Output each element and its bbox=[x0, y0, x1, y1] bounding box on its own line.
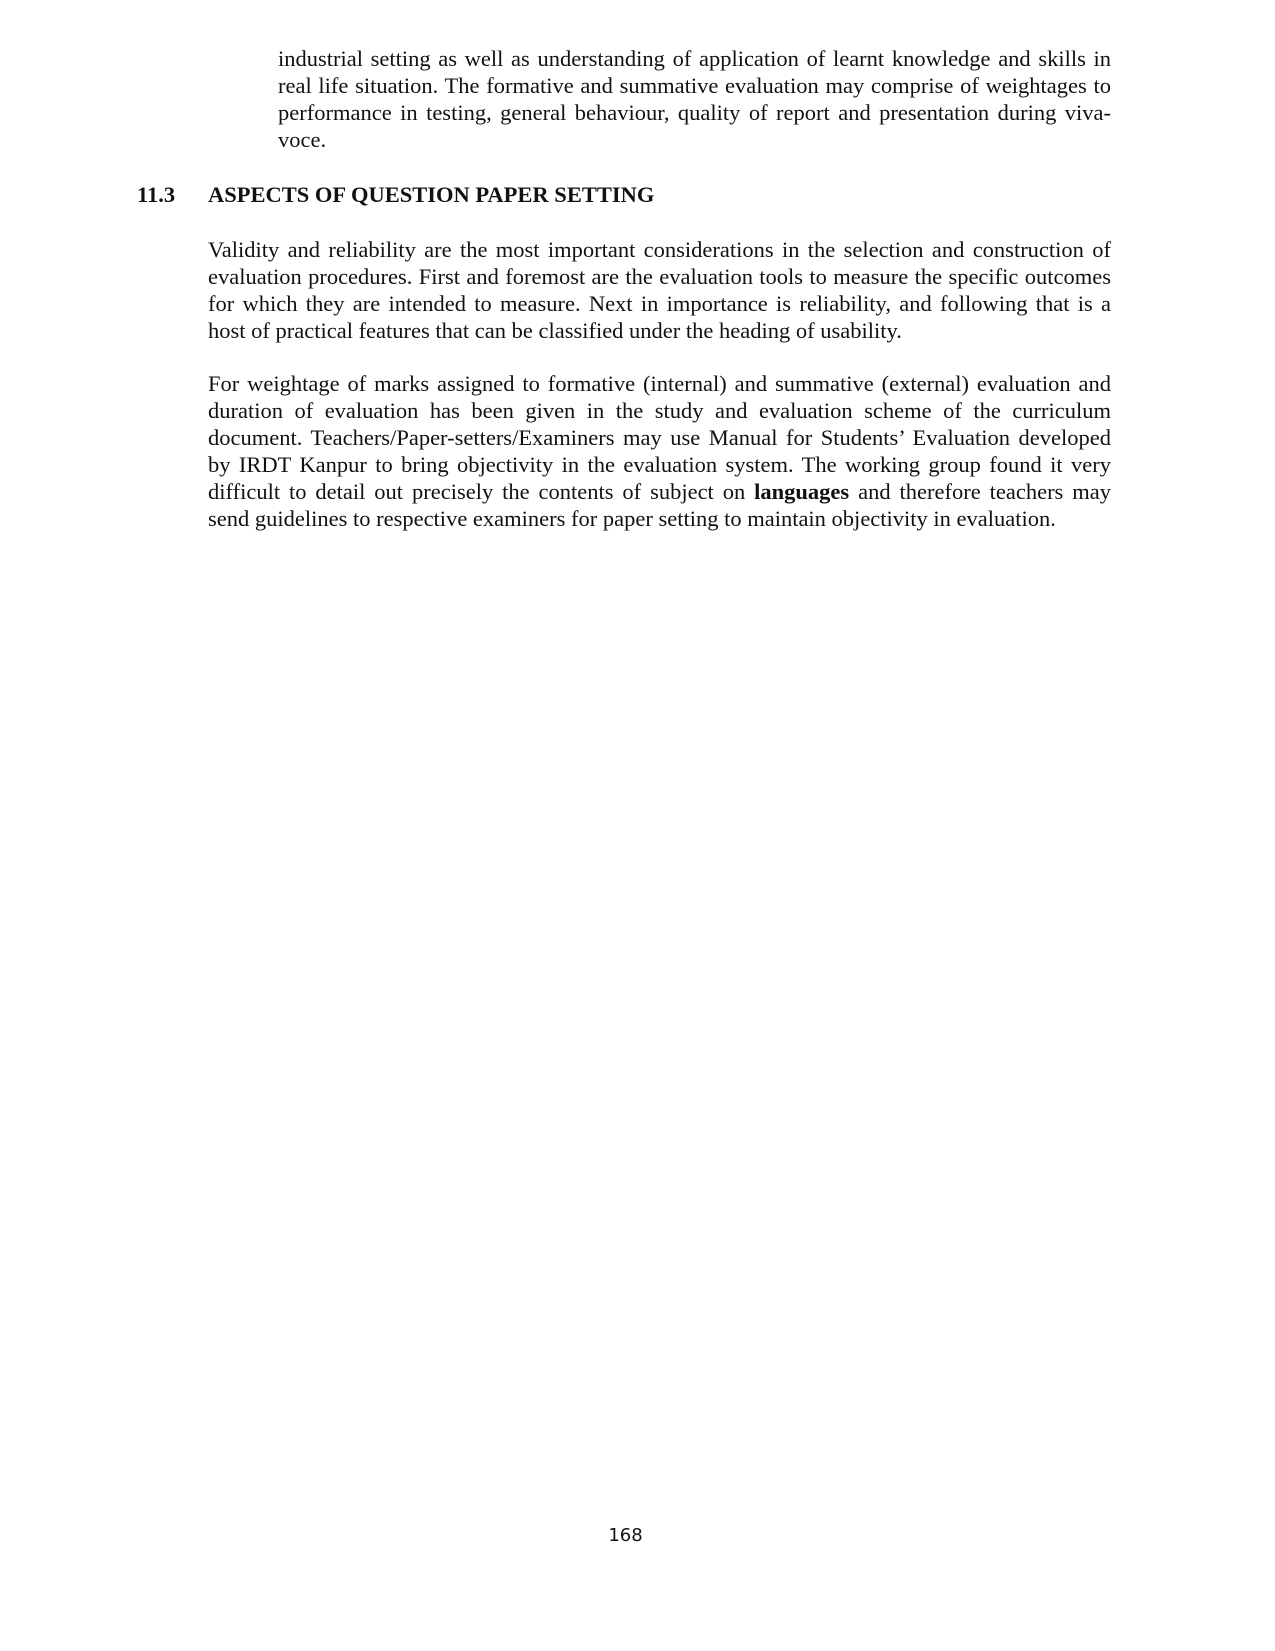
weightage-paragraph bbox=[208, 370, 1111, 532]
weightage-text-before: For weightage of marks assigned to formative (internal) and summative (external) evaluation and duration of evaluation has been given in the study and evaluation scheme of the curriculum document. Teachers/Paper-setters/Examiners may use Manual for Students’ Evaluation developed by IRDT Kanpur to bring objectivity in the evaluation system. The working group found it very difficult to detail out precisely the contents of subject on bbox=[208, 371, 1111, 504]
section-title: ASPECTS OF QUESTION PAPER SETTING bbox=[208, 182, 655, 207]
weightage-text-after: and therefore teachers may send guidelines to respective examiners for paper setting to maintain objectivity in evaluation. bbox=[208, 479, 1111, 531]
page-number: 168 bbox=[608, 1525, 643, 1546]
validity-paragraph: Validity and reliability are the most important considerations in the selection and construction of evaluation procedures. First and foremost are the evaluation tools to measure the specific outcomes for which they are intended to measure. Next in importance is reliability, and following that is a host of practical features that can be classified under the heading of usability. bbox=[208, 237, 1111, 343]
section-number: 11.3 bbox=[137, 182, 176, 207]
weightage-bold-term: languages bbox=[754, 479, 850, 504]
intro-paragraph: industrial setting as well as understanding of application of learnt knowledge and skills in real life situation. The formative and summative evaluation may comprise of weightages to performance in testing, general behaviour, quality of report and presentation during viva-voce. bbox=[278, 46, 1111, 152]
section-heading bbox=[137, 181, 654, 208]
